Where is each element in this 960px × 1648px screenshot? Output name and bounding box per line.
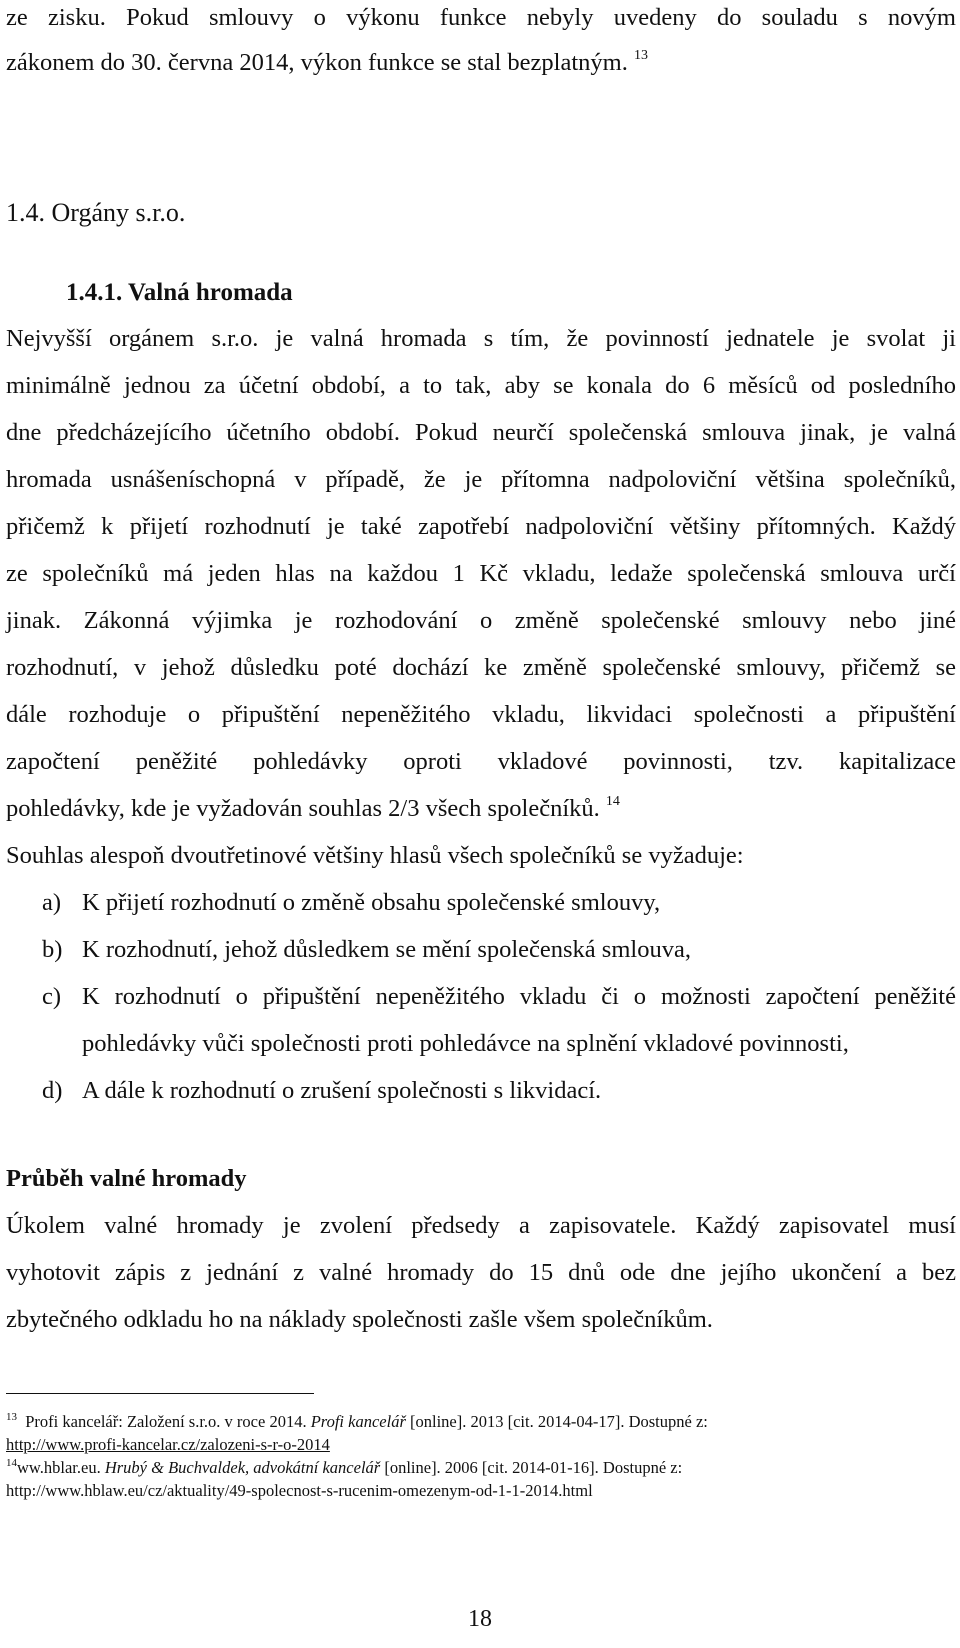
paragraph-line: hromada usnášeníschopná v případě, že je přítomna nadpoloviční většina společníků, <box>6 466 956 493</box>
paragraph-line: Nejvyšší orgánem s.r.o. je valná hromada s tím, že povinností jednatele je svolat ji <box>6 325 956 352</box>
footnote-text: [online]. 2013 [cit. 2014-04-17]. Dostupné z: <box>410 1412 708 1431</box>
subsection-heading: 1.4.1. Valná hromada <box>66 279 293 306</box>
paragraph-line: zbytečného odkladu ho na náklady společnosti zašle všem společníkům. <box>6 1306 713 1333</box>
paragraph-line: započtení peněžité pohledávky oproti vkladové povinnosti, tzv. kapitalizace <box>6 748 956 775</box>
paragraph-line: Úkolem valné hromady je zvolení předsedy a zapisovatele. Každý zapisovatel musí <box>6 1212 956 1239</box>
paragraph-line <box>6 794 956 822</box>
list-item: K přijetí rozhodnutí o změně obsahu společenské smlouvy, <box>82 889 661 916</box>
footnote-ref[interactable]: 13 <box>633 48 648 63</box>
text-line-content: zákonem do 30. června 2014, výkon funkce se stal bezplatným. <box>6 49 628 76</box>
footnote-number: 14 <box>6 1457 17 1469</box>
paragraph-line: přičemž k přijetí rozhodnutí je také zapotřebí nadpoloviční většiny přítomných. Každý <box>6 513 956 540</box>
section-heading: 1.4. Orgány s.r.o. <box>6 198 186 227</box>
page-number: 18 <box>468 1606 492 1632</box>
paragraph-line: vyhotovit zápis z jednání z valné hromady do 15 dnů ode dne jejího ukončení a bez <box>6 1259 956 1286</box>
footnote-14 <box>6 1457 956 1477</box>
list-item: K rozhodnutí o připuštění nepeněžitého vkladu či o možnosti započtení peněžité <box>82 983 956 1010</box>
list-item: K rozhodnutí, jehož důsledkem se mění společenská smlouva, <box>82 936 691 963</box>
paragraph-line: rozhodnutí, v jehož důsledku poté dochází ke změně společenské smlouvy, přičemž se <box>6 654 956 681</box>
footnote-number: 13 <box>6 1411 17 1423</box>
footnote-13-link[interactable]: http://www.profi-kancelar.cz/zalozeni-s-r-o-2014 <box>6 1435 330 1454</box>
prubeh-heading: Průběh valné hromady <box>6 1165 247 1192</box>
footnote-text: [online]. 2006 [cit. 2014-01-16]. Dostupné z: <box>384 1458 683 1477</box>
footnote-text: ww.hblar.eu. <box>17 1458 101 1477</box>
paragraph-line: jinak. Zákonná výjimka je rozhodování o změně společenské smlouvy nebo jiné <box>6 607 956 634</box>
paragraph-line: dne předcházejícího účetního období. Pokud neurčí společenská smlouva jinak, je valná <box>6 419 956 446</box>
footnote-title: Profi kancelář <box>310 1412 406 1431</box>
paragraph-line: minimálně jednou za účetní období, a to tak, aby se konala do 6 měsíců od posledního <box>6 372 956 399</box>
footnote-title: Hrubý & Buchvaldek, advokátní kancelář <box>104 1458 381 1477</box>
list-marker: b) <box>42 936 63 963</box>
footnote-ref[interactable]: 14 <box>605 794 620 809</box>
paragraph-line: dále rozhoduje o připuštění nepeněžitého vkladu, likvidaci společnosti a připuštění <box>6 701 956 728</box>
list-marker: c) <box>42 983 62 1010</box>
paragraph-line-content: pohledávky, kde je vyžadován souhlas 2/3 všech společníků. <box>6 795 600 822</box>
list-item: A dále k rozhodnutí o zrušení společnosti s likvidací. <box>82 1077 602 1104</box>
list-marker: a) <box>42 889 62 916</box>
list-marker: d) <box>42 1077 63 1104</box>
text-line: ze zisku. Pokud smlouvy o výkonu funkce nebyly uvedeny do souladu s novým <box>6 4 956 31</box>
footnote-text: Profi kancelář: Založení s.r.o. v roce 2014. <box>25 1412 307 1431</box>
footnote-13 <box>6 1411 956 1431</box>
footnote-14-link[interactable]: http://www.hblaw.eu/cz/aktuality/49-spolecnost-s-rucenim-omezenym-od-1-1-2014.html <box>6 1481 593 1500</box>
text-line <box>6 48 956 76</box>
list-item-continuation: pohledávky vůči společnosti proti pohledávce na splnění vkladové povinnosti, <box>82 1030 849 1057</box>
consent-intro: Souhlas alespoň dvoutřetinové většiny hlasů všech společníků se vyžaduje: <box>6 842 744 869</box>
footnote-separator <box>6 1393 314 1394</box>
footnote-13-part <box>6 1411 708 1431</box>
paragraph-line: ze společníků má jeden hlas na každou 1 Kč vkladu, ledaže společenská smlouva určí <box>6 560 956 587</box>
